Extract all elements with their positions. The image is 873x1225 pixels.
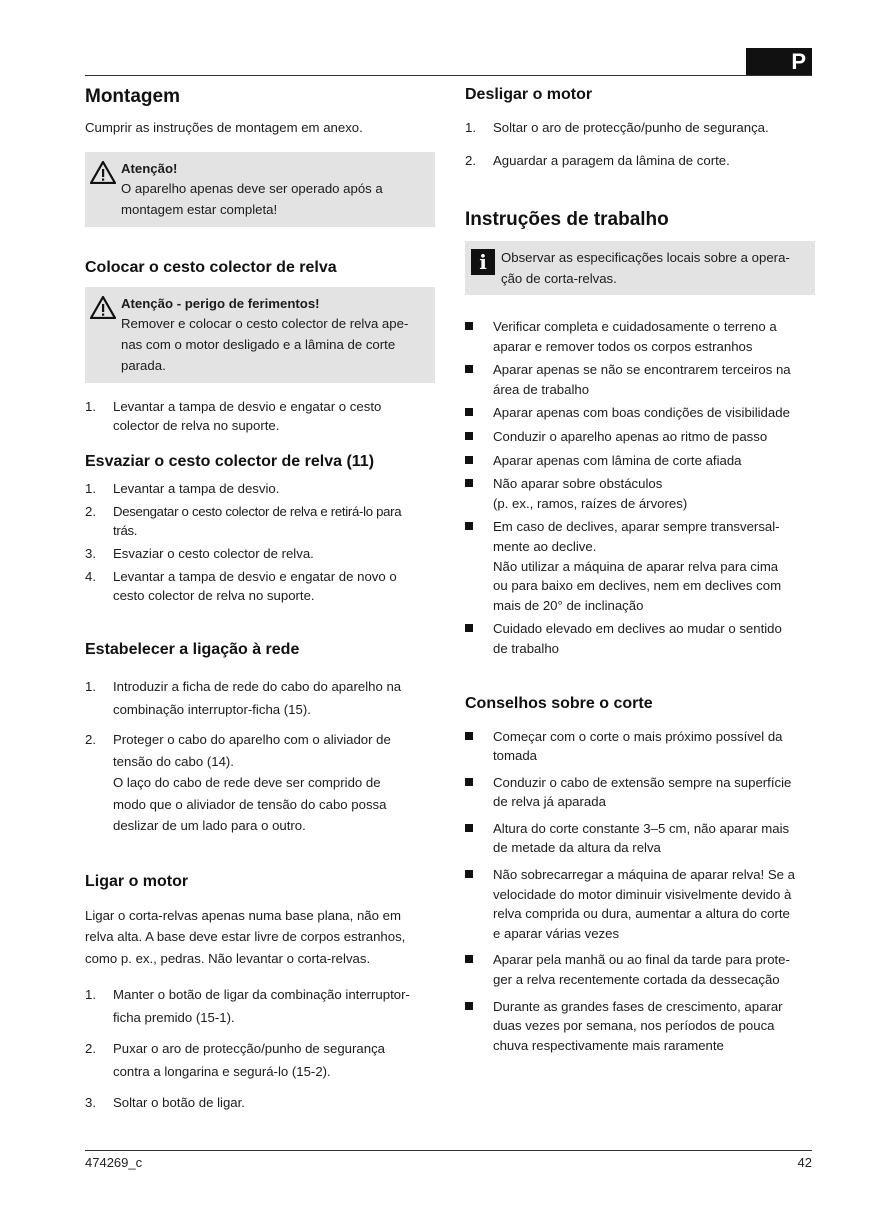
bullet-line: Aparar apenas com boas condições de visibilidade — [493, 405, 790, 421]
bullet-item — [465, 773, 815, 812]
bullet-line: mais de 20° de inclinação — [493, 597, 644, 613]
step-number: 1. — [465, 120, 476, 135]
bullet-item — [465, 317, 815, 356]
info-box — [465, 241, 815, 295]
desligar-steps — [465, 118, 815, 171]
bullet-item — [465, 865, 815, 943]
bullet-square-icon — [465, 517, 493, 615]
step-item — [85, 729, 435, 837]
right-column — [465, 86, 815, 1055]
bullet-line: (p. ex., ramos, raízes de árvores) — [493, 495, 688, 511]
language-code: P — [791, 49, 806, 74]
bullet-item — [465, 360, 815, 399]
bullet-item — [465, 474, 815, 513]
warning-title: Atenção! — [121, 161, 178, 176]
warning-box-colocar — [85, 287, 435, 383]
step-number: 1. — [85, 481, 96, 496]
ligacao-steps — [85, 675, 435, 837]
step-line: tensão do cabo (14). — [113, 753, 234, 769]
bullet-line: de relva já aparada — [493, 794, 606, 810]
step-number: 1. — [85, 987, 96, 1002]
conselhos-bullets — [465, 727, 815, 1056]
bullet-square-icon — [465, 773, 493, 812]
step-number: 2. — [85, 732, 96, 747]
page-number: 42 — [797, 1155, 812, 1170]
bullet-item — [465, 727, 815, 766]
montagem-text: Cumprir as instruções de montagem em anexo. — [85, 120, 363, 135]
bullet-square-icon — [465, 451, 493, 471]
step-item — [465, 118, 815, 138]
warning-triangle-icon — [85, 294, 121, 376]
bullet-square-icon — [465, 865, 493, 943]
ligar-text — [85, 905, 435, 970]
bullet-line: Não sobrecarregar a máquina de aparar relva! Se a — [493, 867, 796, 883]
bullet-item — [465, 517, 815, 615]
bullet-line: Não aparar sobre obstáculos — [493, 476, 663, 492]
step-item — [85, 479, 435, 498]
step-number: 2. — [85, 1041, 96, 1056]
bullet-line: Aparar apenas com lâmina de corte afiada — [493, 452, 742, 468]
bullet-item — [465, 451, 815, 471]
step-item — [85, 544, 435, 563]
bullet-line: e aparar várias vezes — [493, 925, 620, 941]
bullet-line: velocidade do motor diminuir visivelmente devido à — [493, 886, 792, 902]
bullet-line: Aparar apenas se não se encontrarem terceiros na — [493, 362, 791, 378]
step-line: Introduzir a ficha de rede do cabo do aparelho na — [113, 679, 402, 694]
step-item — [85, 397, 435, 435]
bullet-item — [465, 950, 815, 989]
bullet-line: Durante as grandes fases de crescimento, aparar — [493, 998, 783, 1014]
step-item — [85, 1091, 435, 1114]
bullet-line: relva comprida ou dura, aumentar a altura do corte — [493, 906, 790, 922]
heading-conselhos: Conselhos sobre o corte — [465, 694, 653, 712]
step-number: 2. — [465, 153, 476, 168]
step-number: 2. — [85, 504, 96, 519]
bullet-square-icon — [465, 619, 493, 658]
bullet-line: Conduzir o cabo de extensão sempre na superfície — [493, 774, 792, 790]
step-line: Soltar o botão de ligar. — [113, 1095, 245, 1110]
info-line: Observar as especificações locais sobre a opera- — [501, 250, 790, 265]
bullet-line: tomada — [493, 748, 537, 764]
ligar-steps — [85, 983, 435, 1114]
bullet-item — [465, 819, 815, 858]
step-line: Manter o botão de ligar da combinação interruptor- — [113, 987, 410, 1002]
warning-triangle-icon — [85, 159, 121, 220]
bullet-line: de metade da altura da relva — [493, 840, 661, 856]
bullet-line: duas vezes por semana, nos períodos de pouca — [493, 1018, 775, 1034]
bullet-line: Verificar completa e cuidadosamente o terreno a — [493, 319, 777, 334]
bullet-line: chuva respectivamente mais raramente — [493, 1037, 724, 1053]
step-line: Desengatar o cesto colector de relva e retirá-lo para — [113, 504, 402, 519]
ligar-text-line: relva alta. A base deve estar livre de corpos estranhos, — [85, 929, 406, 944]
step-line: Levantar a tampa de desvio. — [113, 481, 280, 496]
footer-rule — [85, 1150, 812, 1151]
left-column — [85, 86, 435, 1114]
bullet-item — [465, 403, 815, 423]
info-icon-wrap — [465, 247, 501, 289]
step-number: 3. — [85, 546, 96, 561]
bullet-line: Em caso de declives, aparar sempre transversal- — [493, 519, 780, 535]
step-line: colector de relva no suporte. — [113, 418, 280, 433]
bullet-item — [465, 619, 815, 658]
step-line: trás. — [113, 523, 138, 538]
step-line: combinação interruptor-ficha (15). — [113, 702, 311, 717]
step-number: 4. — [85, 569, 96, 584]
warning-line: Remover e colocar o cesto colector de relva ape- — [121, 316, 409, 331]
info-line: ção de corta-relvas. — [501, 271, 617, 286]
bullet-line: Não utilizar a máquina de aparar relva para cima — [493, 558, 779, 574]
step-item — [85, 1037, 435, 1083]
bullet-line: mente ao declive. — [493, 538, 597, 554]
bullet-line: Conduzir o aparelho apenas ao ritmo de passo — [493, 428, 768, 444]
ligar-text-line: como p. ex., pedras. Não levantar o corta-relvas. — [85, 950, 371, 966]
bullet-line: de trabalho — [493, 640, 559, 656]
doc-number: 474269_c — [85, 1155, 143, 1170]
step-line: Levantar a tampa de desvio e engatar de novo o — [113, 569, 397, 584]
bullet-square-icon — [465, 950, 493, 989]
heading-desligar: Desligar o motor — [465, 86, 593, 103]
bullet-line: Aparar pela manhã ou ao final da tarde para prote- — [493, 952, 790, 968]
heading-instrucoes: Instruções de trabalho — [465, 209, 669, 230]
bullet-item — [465, 997, 815, 1056]
step-line: cesto colector de relva no suporte. — [113, 588, 315, 603]
step-number: 3. — [85, 1095, 96, 1110]
colocar-steps — [85, 397, 435, 435]
step-line: modo que o aliviador de tensão do cabo possa — [113, 796, 387, 812]
step-line: O laço do cabo de rede deve ser comprido de — [113, 775, 381, 790]
bullet-square-icon — [465, 997, 493, 1056]
heading-ligacao: Estabelecer a ligação à rede — [85, 641, 300, 658]
bullet-line: Altura do corte constante 3–5 cm, não aparar mais — [493, 820, 790, 836]
warning-title: Atenção - perigo de ferimentos! — [121, 296, 320, 311]
step-line: ficha premido (15-1). — [113, 1010, 235, 1025]
info-icon: i — [471, 249, 495, 275]
bullet-square-icon — [465, 427, 493, 447]
step-item — [85, 502, 435, 540]
step-line: Aguardar a paragem da lâmina de corte. — [493, 153, 730, 168]
bullet-square-icon — [465, 403, 493, 423]
bullet-line: ou para baixo em declives, nem em declives com — [493, 578, 782, 594]
warning-line: nas com o motor desligado e a lâmina de corte — [121, 337, 396, 352]
bullet-square-icon — [465, 727, 493, 766]
bullet-square-icon — [465, 474, 493, 513]
heading-colocar: Colocar o cesto colector de relva — [85, 259, 337, 276]
language-tab — [746, 48, 812, 76]
warning-line: montagem estar completa! — [121, 202, 278, 217]
step-item — [85, 983, 435, 1029]
warning-line: O aparelho apenas deve ser operado após a — [121, 181, 383, 196]
bullet-square-icon — [465, 360, 493, 399]
step-number: 1. — [85, 679, 96, 694]
step-item — [85, 675, 435, 721]
step-line: Levantar a tampa de desvio e engatar o cesto — [113, 399, 382, 414]
bullet-line: ger a relva recentemente cortada da dessecação — [493, 972, 780, 988]
step-item — [85, 567, 435, 605]
heading-ligar: Ligar o motor — [85, 872, 189, 890]
warning-box-montagem — [85, 152, 435, 227]
ligar-text-line: Ligar o corta-relvas apenas numa base plana, não em — [85, 907, 401, 923]
instrucoes-bullets — [465, 317, 815, 659]
warning-line: parada. — [121, 358, 166, 373]
bullet-square-icon — [465, 317, 493, 356]
step-item — [465, 151, 815, 171]
step-number: 1. — [85, 399, 96, 414]
bullet-line: Cuidado elevado em declives ao mudar o sentido — [493, 621, 782, 637]
step-line: contra a longarina e segurá-lo (15-2). — [113, 1064, 331, 1079]
bullet-line: Começar com o corte o mais próximo possível da — [493, 728, 783, 744]
step-line: Soltar o aro de protecção/punho de segurança. — [493, 120, 769, 135]
bullet-line: aparar e remover todos os corpos estranhos — [493, 338, 753, 354]
step-line: deslizar de um lado para o outro. — [113, 818, 306, 833]
header-rule — [85, 75, 812, 76]
heading-esvaziar: Esvaziar o cesto colector de relva (11) — [85, 453, 375, 470]
step-line: Puxar o aro de protecção/punho de segurança — [113, 1041, 385, 1056]
bullet-line: área de trabalho — [493, 381, 590, 397]
bullet-square-icon — [465, 819, 493, 858]
step-line: Proteger o cabo do aparelho com o aliviador de — [113, 732, 391, 747]
bullet-item — [465, 427, 815, 447]
step-line: Esvaziar o cesto colector de relva. — [113, 546, 314, 561]
heading-montagem: Montagem — [85, 86, 180, 107]
esvaziar-steps — [85, 479, 435, 605]
